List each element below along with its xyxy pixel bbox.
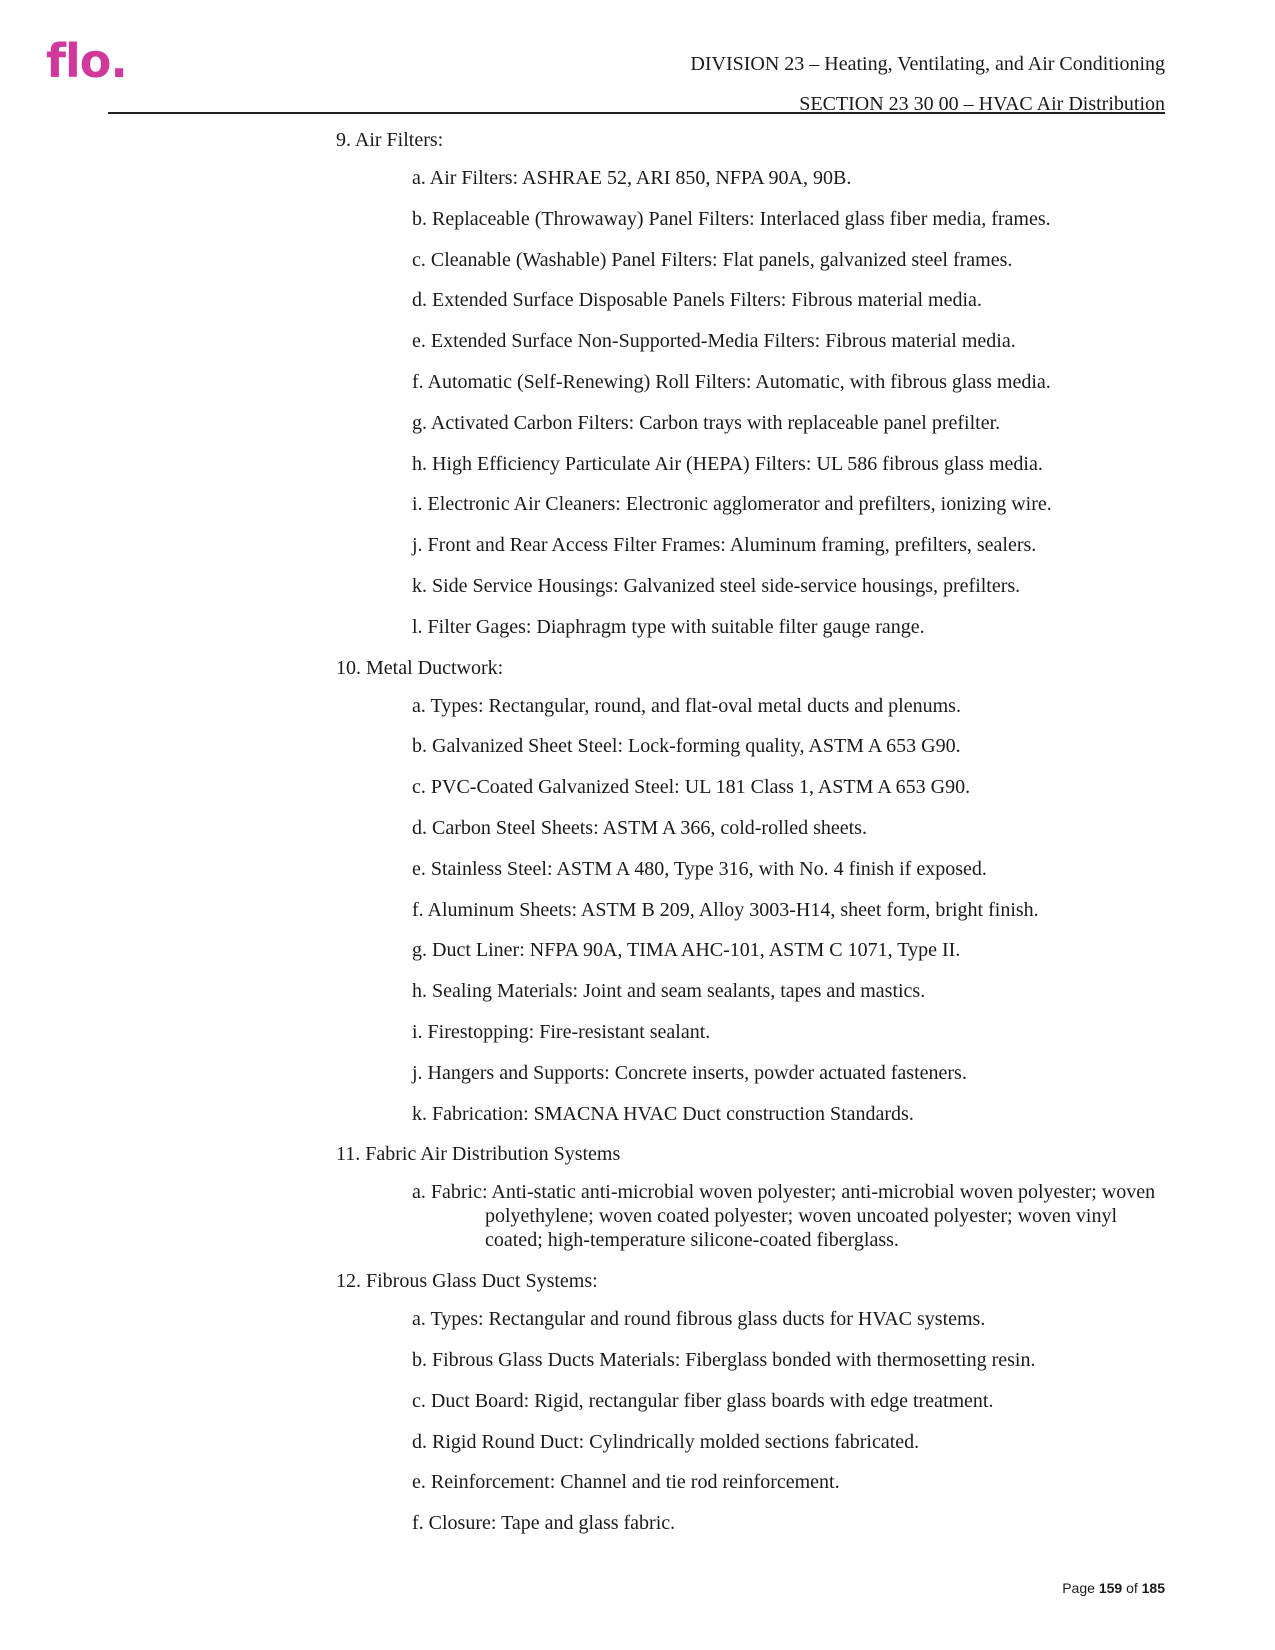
list-item: f. Automatic (Self-Renewing) Roll Filters: Automatic, with fibrous glass media. <box>412 370 1051 393</box>
header-divider <box>108 112 1165 114</box>
section-heading: 10. Metal Ductwork: <box>336 656 504 679</box>
current-page: 159 <box>1098 1580 1123 1596</box>
list-item: e. Reinforcement: Channel and tie rod reinforcement. <box>412 1471 840 1494</box>
page-of-label: of <box>1126 1580 1138 1596</box>
list-item: a. Types: Rectangular, round, and flat-oval metal ducts and plenums. <box>412 694 961 717</box>
list-item: b. Fibrous Glass Ducts Materials: Fiberglass bonded with thermosetting resin. <box>412 1348 1036 1371</box>
list-item: f. Aluminum Sheets: ASTM B 209, Alloy 3003-H14, sheet form, bright finish. <box>412 898 1039 921</box>
list-item: i. Firestopping: Fire-resistant sealant. <box>412 1020 711 1043</box>
section-heading: 11. Fabric Air Distribution Systems <box>336 1143 621 1166</box>
item-list <box>336 1180 1166 1252</box>
list-item: g. Duct Liner: NFPA 90A, TIMA AHC-101, ASTM C 1071, Type II. <box>412 939 961 962</box>
section-heading: 12. Fibrous Glass Duct Systems: <box>336 1270 598 1293</box>
item-list <box>336 694 1166 1126</box>
list-item: a. Types: Rectangular and round fibrous glass ducts for HVAC systems. <box>412 1308 986 1331</box>
total-pages: 185 <box>1141 1580 1165 1596</box>
list-item: c. Cleanable (Washable) Panel Filters: Flat panels, galvanized steel frames. <box>412 248 1013 271</box>
section-title: SECTION 23 30 00 – HVAC Air Distribution <box>799 93 1165 115</box>
spec-content <box>336 125 1166 1552</box>
list-item: j. Front and Rear Access Filter Frames: Aluminum framing, prefilters, sealers. <box>412 534 1037 557</box>
section-metal-ductwork <box>336 656 1166 1126</box>
list-item: a. Air Filters: ASHRAE 52, ARI 850, NFPA 90A, 90B. <box>412 167 852 189</box>
list-item: a. Fabric: Anti-static anti-microbial woven polyester; anti-microbial woven polyester; woven polyethylene; woven coated polyester; woven uncoated polyester; woven vinyl coated; high-temperature silicone-coated fiberglass. <box>412 1181 1156 1252</box>
section-fibrous-glass-duct <box>336 1269 1166 1535</box>
list-item: d. Rigid Round Duct: Cylindrically molded sections fabricated. <box>412 1430 920 1453</box>
list-item: i. Electronic Air Cleaners: Electronic agglomerator and prefilters, ionizing wire. <box>412 493 1052 516</box>
list-item: k. Side Service Housings: Galvanized steel side-service housings, prefilters. <box>412 574 1021 597</box>
division-title: DIVISION 23 – Heating, Ventilating, and Air Conditioning <box>690 53 1165 75</box>
list-item: j. Hangers and Supports: Concrete inserts, powder actuated fasteners. <box>412 1061 967 1084</box>
page-number <box>1062 1580 1165 1596</box>
list-item: h. Sealing Materials: Joint and seam sealants, tapes and mastics. <box>412 980 926 1003</box>
list-item: c. Duct Board: Rigid, rectangular fiber glass boards with edge treatment. <box>412 1389 994 1412</box>
list-item: d. Extended Surface Disposable Panels Filters: Fibrous material media. <box>412 289 982 312</box>
list-item: e. Stainless Steel: ASTM A 480, Type 316, with No. 4 finish if exposed. <box>412 857 987 880</box>
section-heading: 9. Air Filters: <box>336 129 444 151</box>
item-list <box>336 1307 1166 1535</box>
list-item: l. Filter Gages: Diaphragm type with suitable filter gauge range. <box>412 615 925 638</box>
list-item: d. Carbon Steel Sheets: ASTM A 366, cold-rolled sheets. <box>412 816 867 839</box>
item-list <box>336 166 1166 639</box>
list-item: b. Galvanized Sheet Steel: Lock-forming quality, ASTM A 653 G90. <box>412 735 961 758</box>
list-item: e. Extended Surface Non-Supported-Media Filters: Fibrous material media. <box>412 330 1016 353</box>
list-item: b. Replaceable (Throwaway) Panel Filters: Interlaced glass fiber media, frames. <box>412 207 1051 230</box>
section-fabric-air-distribution <box>336 1142 1166 1252</box>
list-item: f. Closure: Tape and glass fabric. <box>412 1512 676 1535</box>
list-item: c. PVC-Coated Galvanized Steel: UL 181 Class 1, ASTM A 653 G90. <box>412 776 971 799</box>
section-air-filters <box>336 128 1166 639</box>
list-item: k. Fabrication: SMACNA HVAC Duct construction Standards. <box>412 1102 914 1125</box>
list-item: g. Activated Carbon Filters: Carbon trays with replaceable panel prefilter. <box>412 411 1001 434</box>
list-item: h. High Efficiency Particulate Air (HEPA) Filters: UL 586 fibrous glass media. <box>412 452 1043 475</box>
page-label: Page <box>1062 1580 1095 1596</box>
brand-logo: flo. <box>46 34 127 88</box>
